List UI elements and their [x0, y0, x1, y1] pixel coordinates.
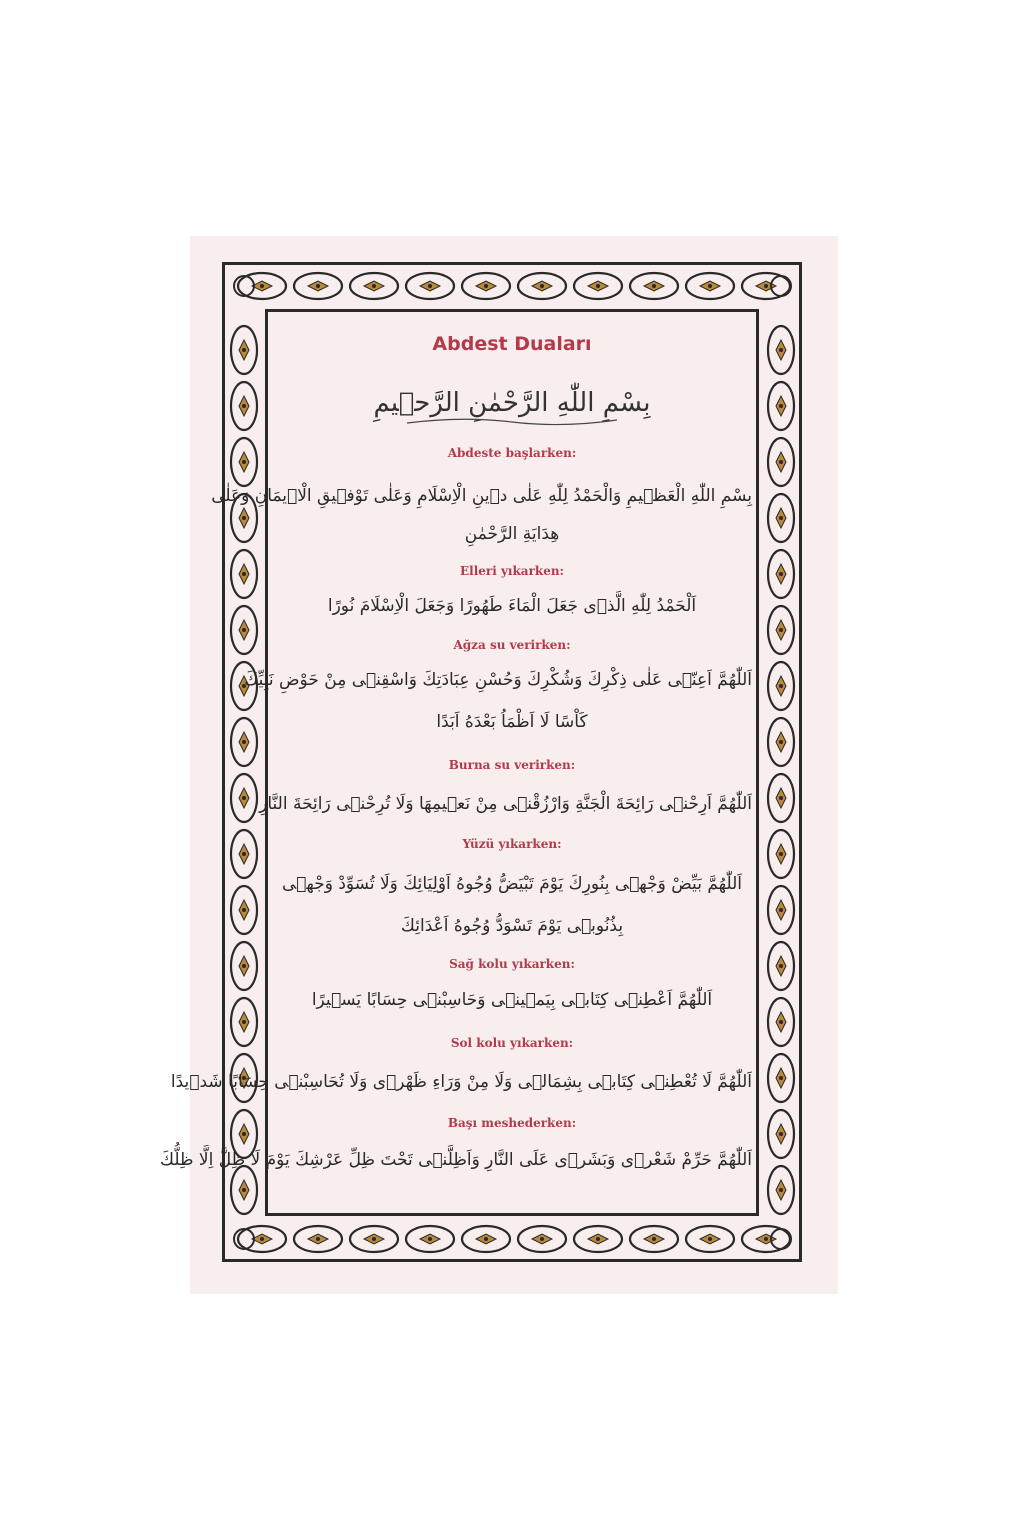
- section-heading-abdeste: Abdeste başlarken:: [447, 446, 577, 460]
- section-heading-bas: Başı meshederken:: [447, 1116, 577, 1130]
- section-heading-eller: Elleri yıkarken:: [459, 564, 564, 578]
- page-title: Abdest Duaları: [432, 333, 592, 355]
- dua-line: بِذُنُوب۪ى يَوْمَ تَسْوَدُّ وُجُوهُ اَعْدَائِكَ: [400, 916, 624, 936]
- besmele-text: بِسْمِ اللّٰهِ الرَّحْمٰنِ الرَّح۪يمِ: [373, 388, 651, 418]
- dua-line: اَللّٰهُمَّ اَعِنّ۪ى عَلٰى ذِكْرِكَ وَشُكْرِكَ وَحُسْنِ عِبَادَتِكَ وَاسْقِن۪ى مِنْ حَوْضِ نَبِيِّكَ: [244, 670, 752, 690]
- dua-line: اَللّٰهُمَّ اَرِحْن۪ى رَائِحَةَ الْجَنَّةِ وَارْزُقْن۪ى مِنْ نَع۪يمِهَا وَلَا تُرِحْن۪ى رَائِحَةَ النَّارِ: [259, 794, 752, 814]
- dua-line: كَاْسًا لَا اَظْمَاُ بَعْدَهُ اَبَدًا: [436, 712, 588, 732]
- section-heading-sag-kol: Sağ kolu yıkarken:: [449, 957, 575, 971]
- section-heading-burun: Burna su verirken:: [448, 758, 576, 772]
- dua-line: هِدَايَةِ الرَّحْمٰنِ: [464, 524, 560, 544]
- dua-line: اَللّٰهُمَّ بَيِّضْ وَجْه۪ى بِنُورِكَ يَوْمَ تَبْيَضُّ وُجُوهُ اَوْلِيَائِكَ وَلَا تُسَوِّدْ وَجْه۪ى: [281, 874, 743, 894]
- dua-line: بِسْمِ اللّٰهِ الْعَظ۪يمِ وَالْحَمْدُ لِلّٰهِ عَلٰى د۪ينِ الْاِسْلَامِ وَعَلٰى تَوْف۪يقِ الْا۪يمَانِ وَعَلٰى: [211, 486, 752, 506]
- section-heading-yuz: Yüzü yıkarken:: [462, 837, 562, 851]
- section-heading-sol-kol: Sol kolu yıkarken:: [450, 1036, 574, 1050]
- dua-line: اَللّٰهُمَّ اَعْطِن۪ى كِتَاب۪ى بِيَم۪ين۪ى وَحَاسِبْن۪ى حِسَابًا يَس۪يرًا: [311, 990, 713, 1010]
- dua-line: اَللّٰهُمَّ لَا تُعْطِن۪ى كِتَاب۪ى بِشِمَال۪ى وَلَا مِنْ وَرَاءِ ظَهْر۪ى وَلَا تُحَاسِبْن۪ى حِسَابًا شَد۪يدًا: [170, 1072, 752, 1092]
- dua-line: اَلْحَمْدُ لِلّٰهِ الَّذ۪ى جَعَلَ الْمَاءَ طَهُورًا وَجَعَلَ الْاِسْلَامَ نُورًا: [327, 596, 697, 616]
- besmele-calligraphy: [272, 388, 752, 428]
- dua-line: اَللّٰهُمَّ حَرِّمْ شَعْر۪ى وَبَشَر۪ى عَلَى النَّارِ وَاَظِلَّن۪ى تَحْتَ ظِلِّ عَرْشِكَ يَوْمَ لَا ظِلَّ اِلَّا ظِلُّكَ: [160, 1150, 752, 1170]
- section-heading-agiz: Ağza su verirken:: [453, 638, 571, 652]
- prayer-content: [160, 316, 752, 1209]
